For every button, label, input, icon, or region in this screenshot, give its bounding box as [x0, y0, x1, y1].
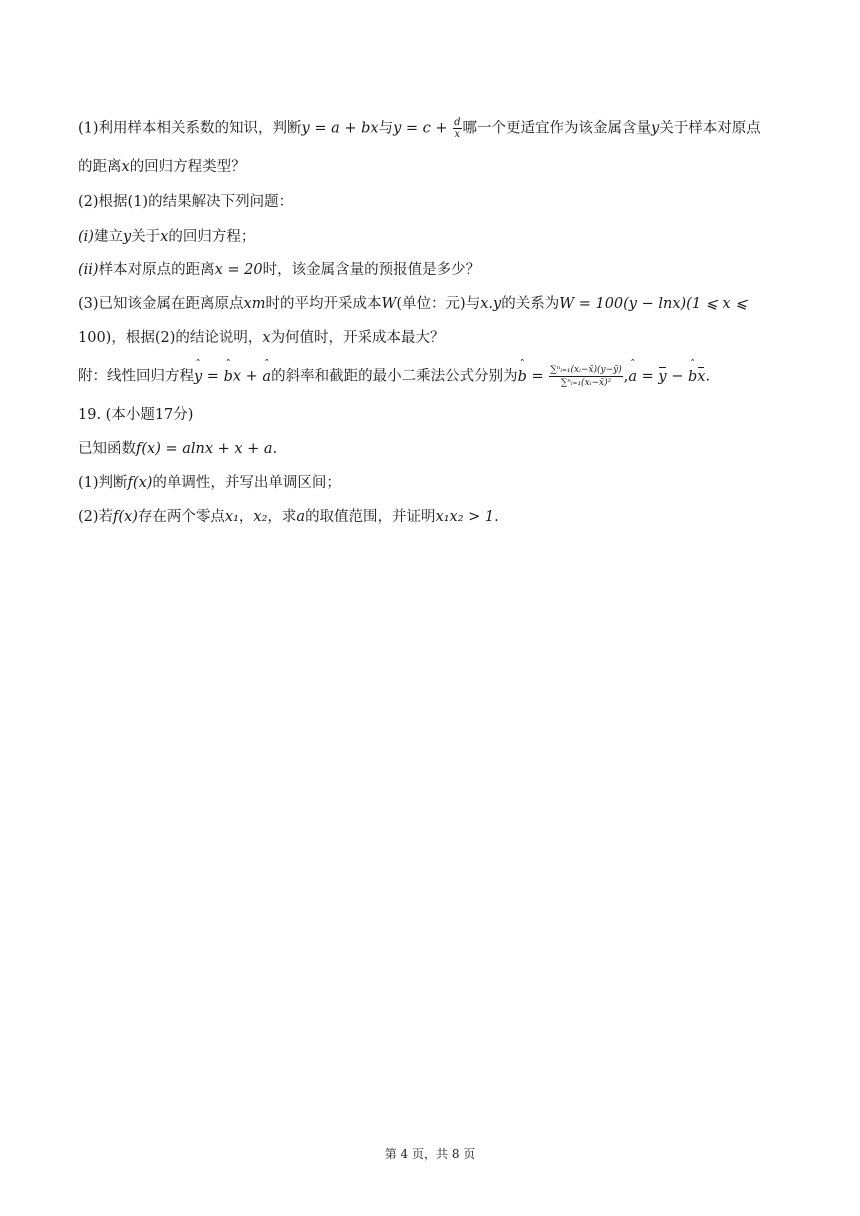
y-bar: y	[658, 368, 667, 385]
b-hat-term: ˆ b	[688, 367, 697, 387]
least-squares-fraction	[549, 364, 623, 389]
model-linear-formula: y = a + bx	[301, 120, 379, 137]
q18-part2-i	[78, 227, 255, 247]
period: .	[494, 509, 499, 525]
q18-part2ii-text-a: 样本对原点的距离	[98, 262, 215, 278]
minus-sign: −	[666, 368, 688, 385]
a-hat: ˆ a	[262, 367, 271, 387]
a-hat-formula: ˆ a	[628, 367, 637, 387]
f-of-x: f(x)	[127, 475, 153, 491]
function-definition: f(x) = alnx + x + a	[136, 441, 273, 457]
separator: ，	[238, 509, 254, 525]
f-of-x: f(x)	[113, 509, 138, 525]
period: .	[272, 441, 278, 457]
q18-part2i-text-b: 关于	[131, 229, 161, 245]
cost-formula: W = 100(y − lnx)(1 ⩽ x ⩽	[559, 296, 748, 312]
q19-part2-text-c: ，求	[267, 509, 297, 525]
q19-given-text: 已知函数	[78, 441, 136, 457]
var-a: a	[296, 509, 306, 525]
q18-part3-text-d: 的关系为	[501, 296, 560, 312]
fraction-denominator: x	[454, 129, 461, 140]
equals-sign: =	[637, 368, 659, 385]
q18-part1-text-a: (1)利用样本相关系数的知识，判断	[78, 120, 302, 137]
period: .	[705, 368, 711, 385]
q19-part2-text-d: 的取值范围，并证明	[305, 509, 436, 525]
comma: ,	[623, 368, 629, 385]
var-xm: xm	[243, 296, 266, 312]
q18-part2ii-text-b: 时，该金属含量的预报值是多少？	[262, 262, 481, 278]
q18-part1-line2	[78, 157, 246, 177]
q18-part2-ii	[78, 260, 480, 280]
var-W: W	[381, 296, 397, 312]
var-x: x	[262, 330, 271, 346]
var-y: y	[651, 120, 660, 137]
b-hat: ˆ b	[224, 367, 233, 387]
q18-part2i-text-a: 建立	[93, 229, 123, 245]
var-y: y	[122, 229, 132, 245]
var-x: x	[121, 159, 130, 175]
q19-given	[78, 439, 277, 459]
equals-sign: =	[526, 368, 549, 385]
q18-and: 与	[378, 120, 394, 137]
q18-part1-distance-text: 的距离	[78, 159, 122, 175]
q19-part1	[78, 473, 341, 493]
q19-part2-text-a: (2)若	[78, 509, 114, 525]
sub-label-i: (i)	[78, 229, 94, 245]
q18-part3-text-f: 为何值时，开采成本最大？	[270, 330, 445, 346]
q18-part1-line1	[78, 117, 761, 140]
q19-title: 19. (本小题17分)	[78, 407, 194, 423]
q18-part3-line1	[78, 294, 747, 314]
least-squares-numerator: ∑ⁿᵢ₌₁(xᵢ−x̄)(y−ȳ)	[550, 365, 622, 375]
x-equals-20: x = 20	[214, 262, 263, 278]
var-x-y: x.y	[480, 296, 502, 312]
q18-appendix	[78, 364, 710, 389]
product-inequality: x₁x₂ > 1	[435, 509, 495, 525]
q18-part1-text-c: 关于样本对原点	[659, 120, 761, 137]
least-squares-denominator: ∑ⁿᵢ₌₁(xᵢ−x̄)²	[560, 378, 612, 388]
fraction-numerator: d	[454, 117, 461, 128]
q18-part3-line2	[78, 328, 445, 348]
x-plus: x +	[232, 368, 263, 385]
q18-part3-text-e: 100)，根据(2)的结论说明，	[78, 330, 263, 346]
q19-header	[78, 405, 193, 425]
appendix-text-b: 的斜率和截距的最小二乘法公式分别为	[271, 368, 518, 385]
y-hat: ˆ y	[194, 367, 202, 387]
d-over-x-fraction	[453, 117, 461, 140]
q18-part3-text-b: 时的平均开采成本	[265, 296, 382, 312]
q18-part2-text: (2)根据(1)的结果解决下列问题：	[78, 194, 294, 210]
q19-part2-text-b: 存在两个零点	[137, 509, 225, 525]
q18-part2i-text-c: 的回归方程；	[168, 229, 256, 245]
q18-part1-text-b: 哪一个更适宜作为该金属含量	[462, 120, 652, 137]
q18-part3-text-a: (3)已知该金属在距离原点	[78, 296, 244, 312]
q19-part1-text-a: (1)判断	[78, 475, 128, 491]
q18-part1-question-end: 的回归方程类型？	[129, 159, 246, 175]
var-x1: x₁	[224, 509, 239, 525]
sub-label-ii: (ii)	[78, 262, 99, 278]
page-footer: 第 4 页，共 8 页	[384, 1147, 476, 1161]
model-reciprocal-formula: y = c +	[393, 120, 453, 137]
q18-part2-intro	[78, 192, 293, 212]
x-bar: x	[697, 368, 706, 385]
q19-part1-text-b: 的单调性，并写出单调区间；	[152, 475, 341, 491]
equals-sign: =	[202, 368, 224, 385]
b-hat-formula: ˆ b	[518, 367, 527, 387]
appendix-text-a: 附：线性回归方程	[78, 368, 194, 385]
q18-part3-text-c: (单位：元)与	[396, 296, 481, 312]
var-x: x	[160, 229, 169, 245]
var-x2: x₂	[253, 509, 268, 525]
q19-part2	[78, 507, 499, 527]
